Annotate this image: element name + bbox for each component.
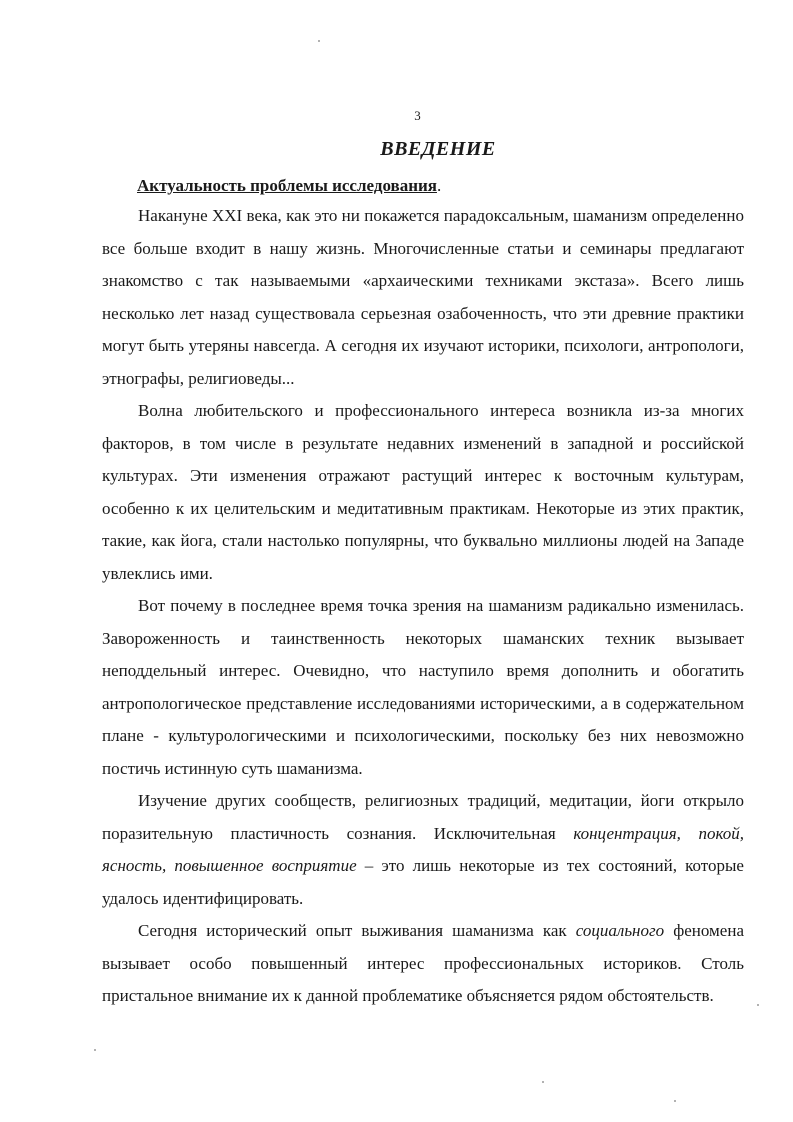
scan-speck	[757, 1004, 759, 1006]
paragraph-4-emphasis: концентрация, покой, ясность, повышенное восприятие	[102, 823, 744, 875]
paragraph-5	[102, 915, 744, 1013]
paragraph-5-emphasis: социального	[575, 921, 665, 940]
section-heading-line	[102, 174, 742, 198]
page-title: ВВЕДЕНИЕ	[380, 138, 496, 160]
page-number: 3	[414, 108, 421, 123]
paragraph-5-text-end: феномена вызывает особо повышенный интерес профессиональных историков. Столь пристальное внимание их к данной проблематике объясняется рядом обстоятельств.	[102, 921, 744, 1005]
paragraph-5-text-start: Сегодня исторический опыт выживания шаманизма как	[138, 921, 576, 940]
paragraph-1: Накануне XXI века, как это ни покажется парадоксальным, шаманизм определенно все больше входит в нашу жизнь. Многочисленные статьи и семинары предлагают знакомство с так называемыми «архаическими техниками экстаза». Всего лишь несколько лет назад существовала серьезная озабоченность, что эти древние практики могут быть утеряны навсегда. А сегодня их изучают историки, психологи, антропологи, этнографы, религиоведы...	[102, 206, 744, 388]
section-heading-period: .	[436, 176, 442, 195]
body-text	[102, 200, 744, 1013]
paragraph-4-text-start: Изучение других сообществ, религиозных традиций, медитации, йоги открыло поразительную пластичность сознания. Исключительная	[102, 791, 744, 843]
scan-speck	[674, 1100, 676, 1102]
paragraph-2: Волна любительского и профессионального интереса возникла из-за многих факторов, в том числе в результате недавних изменений в западной и российской культурах. Эти изменения отражают растущий интерес к восточным культурам, особенно к их целительским и медитативным практикам. Некоторые из этих практик, такие, как йога, стали настолько популярны, что буквально миллионы людей на Западе увлеклись ими.	[102, 401, 744, 583]
paragraph-4-text-end: – это лишь некоторые из тех состояний, которые удалось идентифицировать.	[102, 856, 744, 908]
section-heading: Актуальность проблемы исследования	[137, 176, 437, 195]
scan-speck	[94, 1049, 96, 1051]
paragraph-4	[102, 785, 744, 915]
scan-speck	[318, 40, 320, 42]
scan-speck	[542, 1081, 544, 1083]
paragraph-3: Вот почему в последнее время точка зрения на шаманизм радикально изменилась. Завороженность и таинственность некоторых шаманских техник вызывает неподдельный интерес. Очевидно, что наступило время дополнить и обогатить антропологическое представление исследованиями историческими, а в содержательном плане - культурологическими и психологическими, поскольку без них невозможно постичь истинную суть шаманизма.	[102, 596, 744, 778]
